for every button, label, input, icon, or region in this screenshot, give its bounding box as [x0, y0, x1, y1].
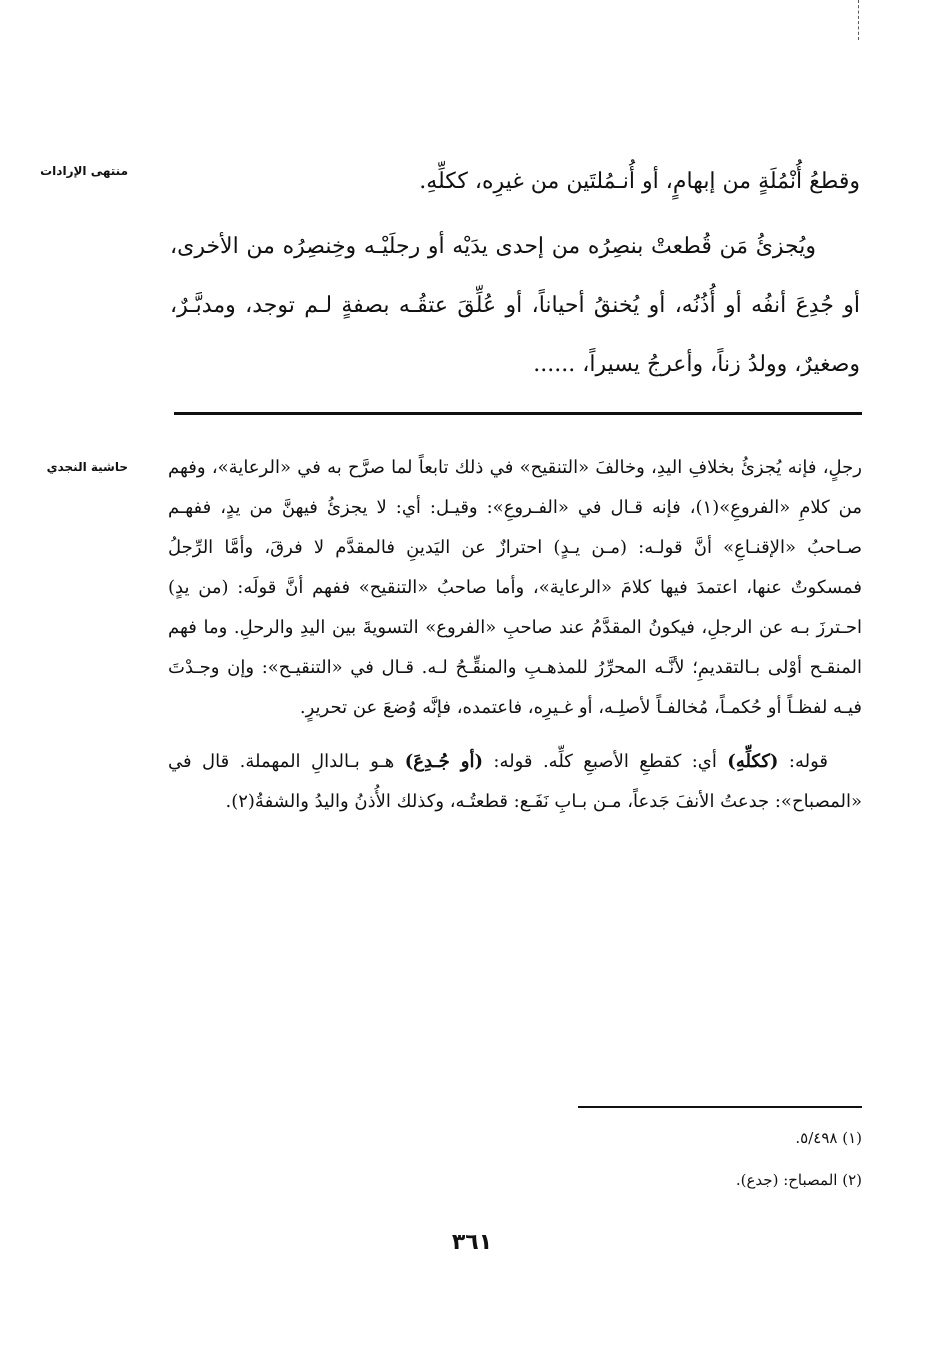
commentary-lead: قوله:: [778, 751, 828, 772]
commentary-rest: هـو بـالدالِ المهملة. قال في «المصباح»: جدعتُ الأنفَ جَدعاً، مـن بـابِ نَفَـع: قطعتُـه، وكذلك الأُذنُ واليدُ والشفةُ(٢).: [168, 751, 862, 812]
commentary-term-2: (أو جُـدِعَ): [404, 751, 483, 772]
main-text-label: منتهى الإرادات: [40, 164, 128, 178]
section-divider: [174, 412, 862, 415]
commentary-paragraph-1: رجلٍ، فإنه يُجزئُ بخلافِ اليدِ، وخالفَ «التنقيح» في ذلك تابعاً لما صرَّح به في «الرعاية»، وفهم من كلامِ «الفروعِ»(١)، فإنه قـال في «الفـروعِ»: وقيـل: أي: لا يجزئُ فيهنَّ من يدٍ، ففهـم صـاحبُ «الإقنـاعِ» أنَّ قولـه: (مـن يـدٍ) احترازٌ عن اليَدينِ فالمقدَّم لا فرقَ، وأمَّا الرِّجلُ فمسكوتٌ عنها، اعتمدَ فيها كلامَ «الرعاية»، وأما صاحبُ «التنقيح» ففهم أنَّ قولَه: (من يدٍ) احـترزَ بـه عن الرجلِ، فيكونُ المقدَّمُ عند صاحبِ «الفروع» التسويةَ بين اليدِ والرحلِ. وما فهم المنقـح أوْلى بـالتقديمِ؛ لأنَّـه المحرِّرُ للمذهـبِ والمنقِّـحُ لـه. قـال في «التنقيـح»: وإن وجـدْتَ فيـه لفظـاً أو حُكمـاً، مُخالفـاً لأصلِـه، أو غـيرِه، فاعتمده، فإنَّه وُضعَ عن تحريرٍ.: [168, 457, 863, 718]
footnote-2: (٢) المصباح: (جدع).: [735, 1171, 862, 1189]
binding-line: [858, 0, 859, 40]
page-number: ٣٦١: [451, 1230, 493, 1255]
footnotes: [560, 1124, 862, 1208]
commentary-paragraph-2: [168, 742, 862, 822]
main-paragraph-1: وقطعُ أُنْمُلَةٍ من إبهامٍ، أو أُنـمُلتَين من غيرِه، ككلِّهِ.: [419, 169, 860, 194]
commentary-label: حاشية النجدي: [46, 460, 128, 474]
main-paragraph-2: ويُجزئُ مَن قُطعتْ بنصِرُه من إحدى يدَيْه أو رجلَيْـه وخِنصِرُه من الأخرى، أو جُدِعَ أنفُه أو أُذُنُه، أو يُخنقُ أحياناً، أو عُلِّقَ عتقُـه بصفةٍ لـم توجد، ومدبَّـرٌ، وصغيرٌ، وولدُ زناً، وأعرجُ يسيراً، ......: [170, 234, 860, 377]
footnote-1: (١) ٥/٤٩٨.: [795, 1129, 862, 1147]
commentary-term-1: (ككلِّهِ): [727, 751, 779, 772]
main-text: [170, 152, 860, 394]
commentary-mid: أي: كقطعِ الأصبعِ كلِّه. قوله:: [482, 751, 728, 772]
commentary-text: [168, 448, 862, 822]
footnote-divider: [578, 1106, 862, 1108]
